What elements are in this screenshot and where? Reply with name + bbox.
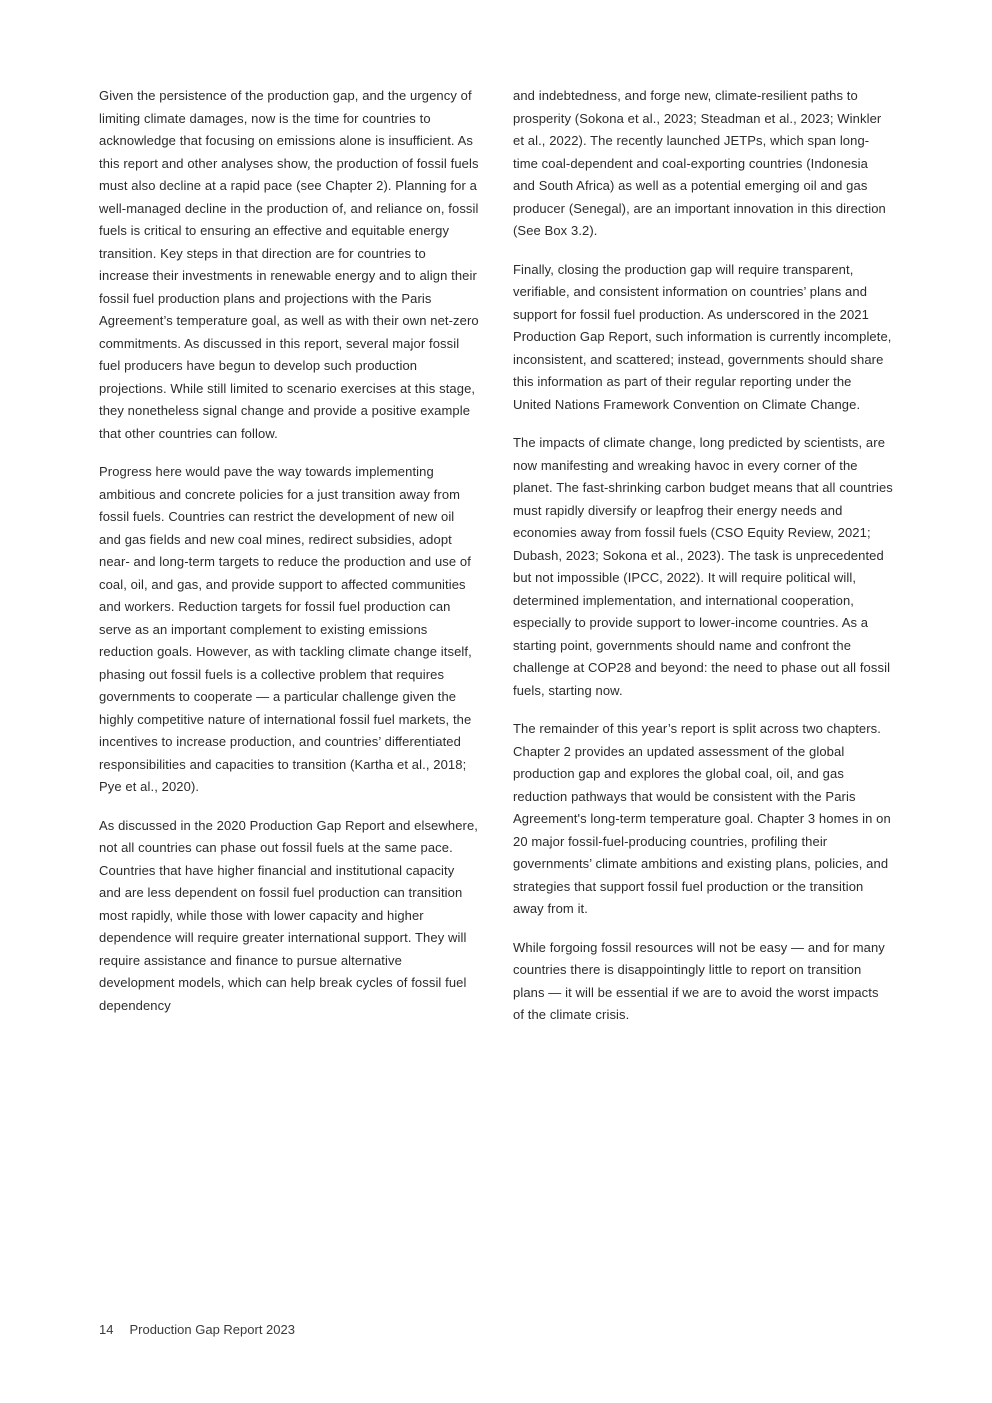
body-paragraph: The impacts of climate change, long predicted by scientists, are now manifesting and wreaking havoc in every corner of the planet. The fast-shrinking carbon budget means that all countries must rapidly diversify or leapfrog their energy needs and economies away from fossil fuels (CSO Equity Review, 2021; Dubash, 2023; Sokona et al., 2023). The task is unprecedented but not impossible (IPCC, 2022). It will require political will, determined implementation, and international cooperation, especially to provide support to lower-income countries. As a starting point, governments should name and confront the challenge at COP28 and beyond: the need to phase out all fossil fuels, starting now.: [513, 435, 893, 698]
page-number: 14: [99, 1322, 114, 1337]
right-text-column: [513, 85, 893, 1043]
body-paragraph: Given the persistence of the production gap, and the urgency of limiting climate damages, now is the time for countries to acknowledge that focusing on emissions alone is insufficient. As this report and other analyses show, the production of fossil fuels must also decline at a rapid pace (see Chapter 2). Planning for a well-managed decline in the production of, and reliance on, fossil fuels is critical to ensuring an effective and equitable energy transition. Key steps in that direction are for countries to increase their investments in renewable energy and to align their fossil fuel production plans and projections with the Paris Agreement’s temperature goal, as well as with their own net-zero commitments. As discussed in this report, several major fossil fuel producers have begun to develop such production projections. While still limited to scenario exercises at this stage, they nonetheless signal change and provide a positive example that other countries can follow.: [99, 88, 479, 441]
body-paragraph: While forgoing fossil resources will not be easy — and for many countries there is disappointingly little to report on transition plans — it will be essential if we are to avoid the worst impacts of the climate crisis.: [513, 939, 885, 1022]
body-paragraph: As discussed in the 2020 Production Gap Report and elsewhere, not all countries can phase out fossil fuels at the same pace. Countries that have higher financial and institutional capacity and are less dependent on fossil fuel production can transition most rapidly, while those with lower capacity and higher dependence will require greater international support. They will require assistance and finance to pursue alternative development models, which can help break cycles of fossil fuel dependency: [99, 817, 478, 1013]
left-text-column: [99, 85, 479, 1033]
page-footer: [99, 1322, 295, 1337]
body-paragraph: and indebtedness, and forge new, climate-resilient paths to prosperity (Sokona et al., 2023; Steadman et al., 2023; Winkler et al., 2022). The recently launched JETPs, which span long-time coal-dependent and coal-exporting countries (Indonesia and South Africa) as well as a potential emerging oil and gas producer (Senegal), are an important innovation in this direction (See Box 3.2).: [513, 88, 886, 238]
body-paragraph: Progress here would pave the way towards implementing ambitious and concrete policies for a just transition away from fossil fuels. Countries can restrict the development of new oil and gas fields and new coal mines, redirect subsidies, adopt near- and long-term targets to reduce the production and use of coal, oil, and gas, and provide support to affected communities and workers. Reduction targets for fossil fuel production can serve as an important complement to existing emissions reduction goals. However, as with tackling climate change itself, phasing out fossil fuels is a collective problem that requires governments to cooperate — a particular challenge given the highly competitive nature of international fossil fuel markets, the incentives to increase production, and countries’ differentiated responsibilities and capacities to transition (Kartha et al., 2018; Pye et al., 2020).: [99, 464, 472, 794]
report-title: Production Gap Report 2023: [129, 1322, 295, 1337]
body-paragraph: The remainder of this year’s report is split across two chapters. Chapter 2 provides an updated assessment of the global production gap and explores the global coal, oil, and gas reduction pathways that would be consistent with the Paris Agreement's long-term temperature goal. Chapter 3 homes in on 20 major fossil-fuel-producing countries, profiling their governments’ climate ambitions and existing plans, policies, and strategies that support fossil fuel production or the transition away from it.: [513, 721, 891, 916]
body-paragraph: Finally, closing the production gap will require transparent, verifiable, and consistent information on countries’ plans and support for fossil fuel production. As underscored in the 2021 Production Gap Report, such information is currently incomplete, inconsistent, and scattered; instead, governments should share this information as part of their regular reporting under the United Nations Framework Convention on Climate Change.: [513, 261, 892, 412]
